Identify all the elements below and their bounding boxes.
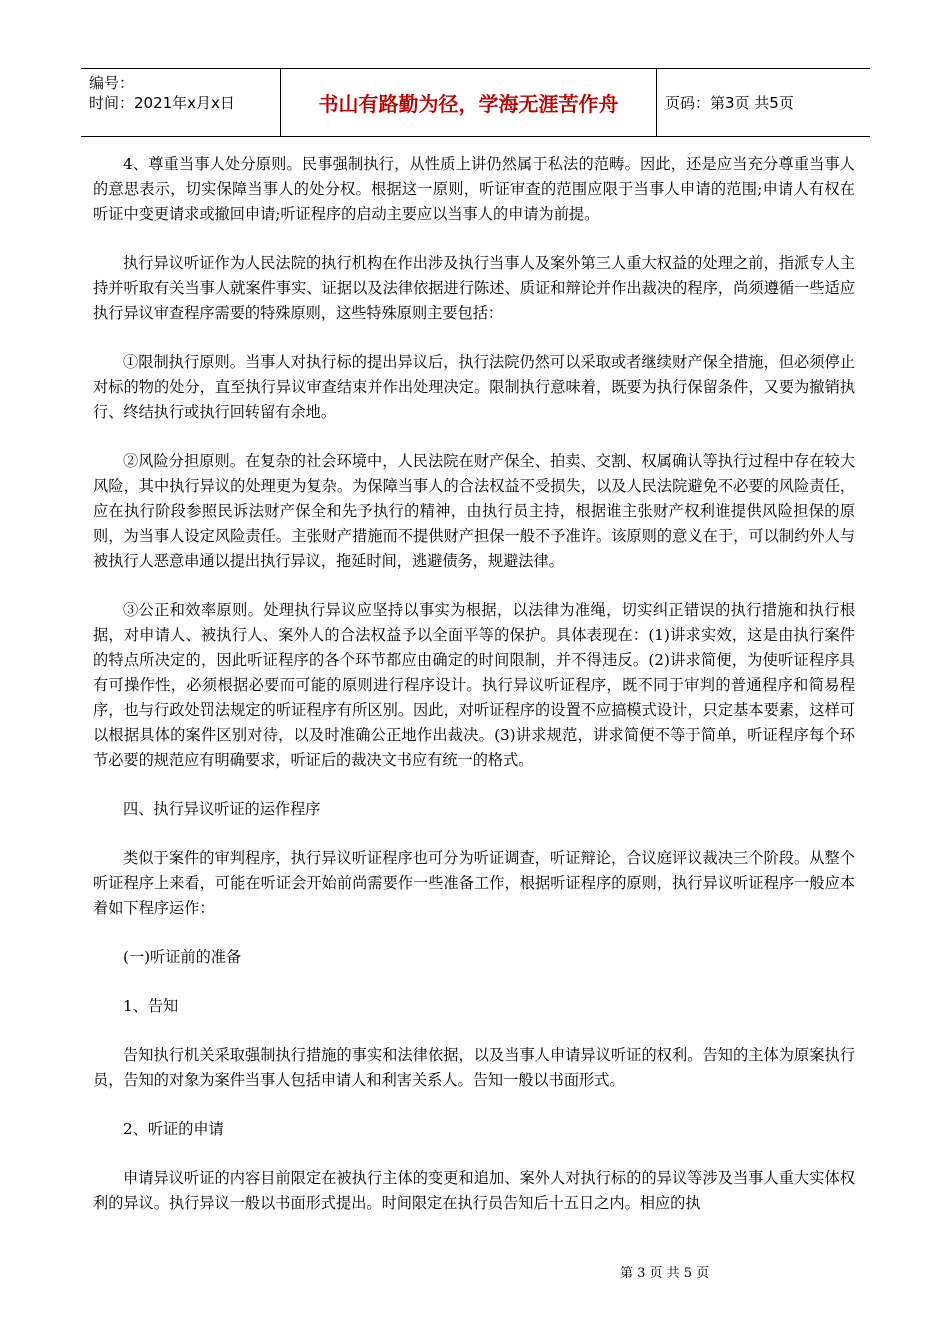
document-body [93,152,855,1240]
document-number: 编号： [89,74,135,92]
page-footer: 第 3 页 共 5 页 [620,1266,710,1281]
subsection-heading-preparation: (一)听证前的准备 [123,948,242,966]
header-meta [81,69,281,136]
paragraph-fairness-efficiency: ③公正和效率原则。处理执行异议应坚持以事实为根据，以法律为准绳，切实纠正错误的执行措施和执行根据，对申请人、被执行人、案外人的合法权益予以全面平等的保护。具体表现在：(1)讲求实效，这是由执行案件的特点所决定的，因此听证程序的各个环节都应由确定的时间限制，并不得违反。(2)讲求简便，为使听证程序具有可操作性，必须根据必要而可能的原则进行程序设计。执行异议听证程序，既不同于审判的普通程序和简易程序，也与行政处罚法规定的听证程序有所区别。因此，对听证程序的设置不应搞模式设计，只定基本要素，这样可以根据具体的案件区别对待，以及时准确公正地作出裁决。(3)讲求规范，讲求简便不等于简单，听证程序每个环节必要的规范应有明确要求，听证后的裁决文书应有统一的格式。 [93,601,855,769]
paragraph-principle-4: 4、尊重当事人处分原则。民事强制执行，从性质上讲仍然属于私法的范畴。因此，还是应当充分尊重当事人的意思表示，切实保障当事人的处分权。根据这一原则，听证审查的范围应限于当事人申请的范围;申请人有权在听证中变更请求或撤回申请;听证程序的启动主要应以当事人的申请为前提。 [93,155,855,223]
header-motto: 书山有路勤为径，学海无涯苦作舟 [281,69,657,136]
page-header [81,68,870,137]
header-page-number: 页码：第3页 共5页 [665,94,794,112]
item-heading-application: 2、听证的申请 [123,1120,224,1138]
paragraph-restrict-execution: ①限制执行原则。当事人对执行标的提出异议后，执行法院仍然可以采取或者继续财产保全措施，但必须停止对标的物的处分，直至执行异议审查结束并作出处理决定。限制执行意味着，既要为执行保留条件，又要为撤销执行、终结执行或执行回转留有余地。 [93,353,855,421]
item-heading-notice: 1、告知 [123,997,179,1015]
paragraph-procedure-intro: 类似于案件的审判程序，执行异议听证程序也可分为听证调查，听证辩论，合议庭评议裁决三个阶段。从整个听证程序上来看，可能在听证会开始前尚需要作一些准备工作，根据听证程序的原则，执行异议听证程序一般应本着如下程序运作： [93,849,855,917]
paragraph-application: 申请异议听证的内容目前限定在被执行主体的变更和追加、案外人对执行标的的异议等涉及当事人重大实体权利的异议。执行异议一般以书面形式提出。时间限定在执行员告知后十五日之内。相应的执 [93,1169,855,1212]
paragraph-risk-sharing: ②风险分担原则。在复杂的社会环境中，人民法院在财产保全、拍卖、交割、权属确认等执行过程中存在较大风险，其中执行异议的处理更为复杂。为保障当事人的合法权益不受损失，以及人民法院避免不必要的风险责任，应在执行阶段参照民诉法财产保全和先予执行的精神，由执行员主持，根据谁主张财产权利谁提供风险担保的原则，为当事人设定风险责任。主张财产措施而不提供财产担保一般不予准许。该原则的意义在于，可以制约外人与被执行人恶意串通以提出执行异议，拖延时间，逃避债务，规避法律。 [93,452,855,570]
paragraph-notice: 告知执行机关采取强制执行措施的事实和法律依据，以及当事人申请异议听证的权利。告知的主体为原案执行员，告知的对象为案件当事人包括申请人和利害关系人。告知一般以书面形式。 [93,1046,855,1089]
document-date: 时间：2021年x月x日 [89,94,235,112]
section-heading-4: 四、执行异议听证的运作程序 [123,800,321,818]
paragraph-special-principles-intro: 执行异议听证作为人民法院的执行机构在作出涉及执行当事人及案外第三人重大权益的处理之前，指派专人主持并听取有关当事人就案件事实、证据以及法律依据进行陈述、质证和辩论并作出裁决的程序，尚须遵循一些适应执行异议审查程序需要的特殊原则，这些特殊原则主要包括： [93,254,855,322]
